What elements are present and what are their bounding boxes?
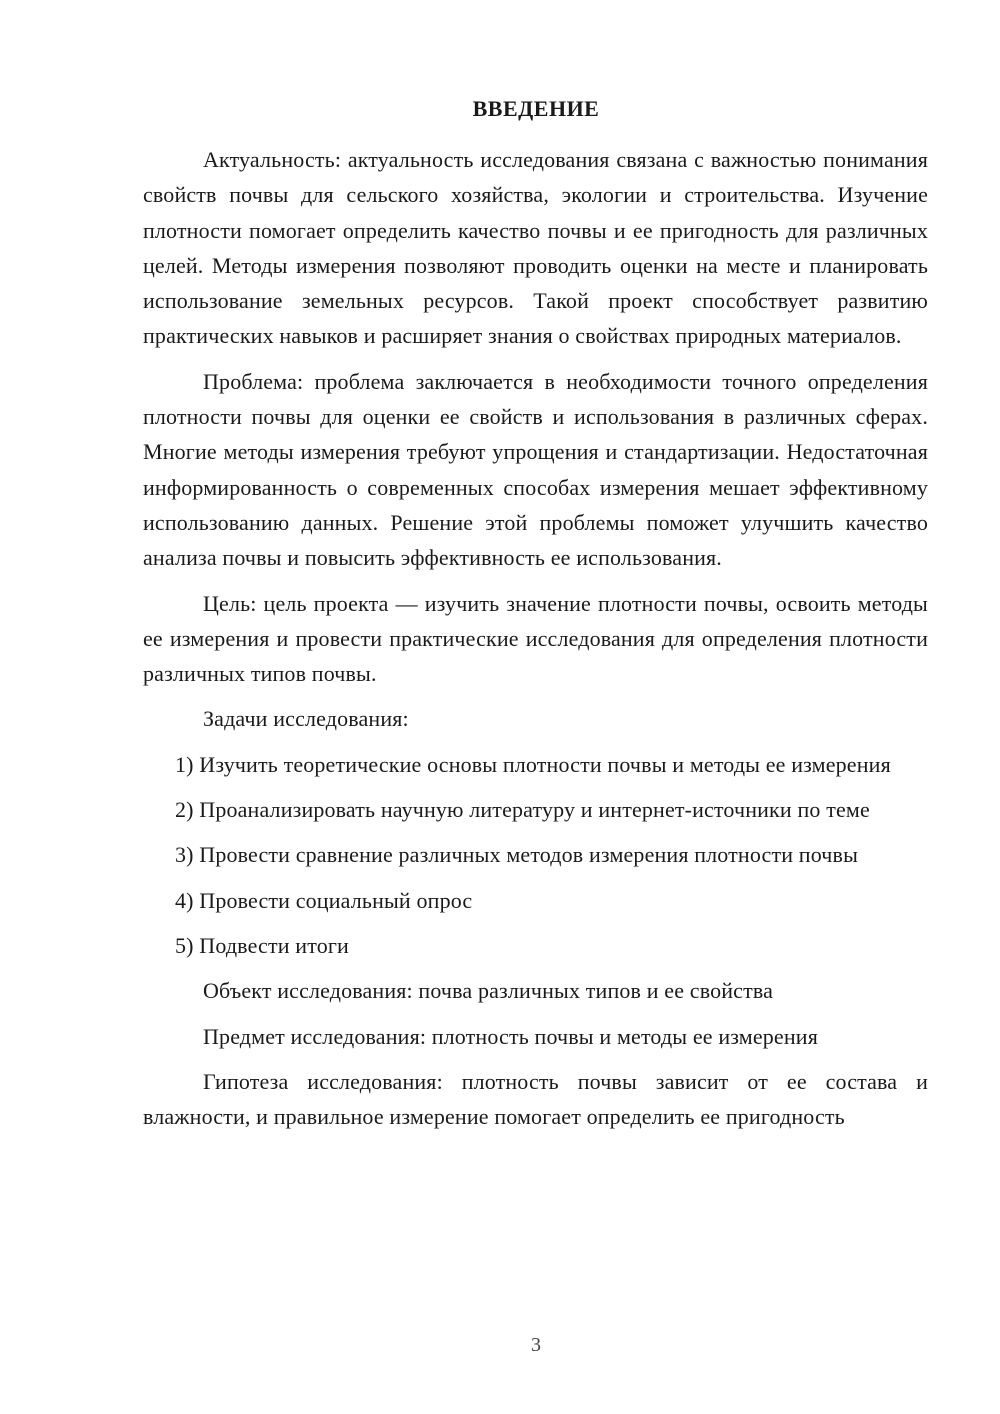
relevance-paragraph: Актуальность: актуальность исследования связана с важностью понимания свойств почвы для сельского хозяйства, экологии и строительства. Изучение плотности помогает определить качество почвы и ее пригодность для различных целей. Методы измерения позволяют проводить оценки на месте и планировать использование земельных ресурсов. Такой проект способствует развитию практических навыков и расширяет знания о свойствах природных материалов. (143, 147, 928, 349)
task-item-2: 2) Проанализировать научную литературу и интернет-источники по теме (175, 797, 870, 823)
section-title: ВВЕДЕНИЕ (472, 96, 600, 121)
page-number: 3 (531, 1334, 541, 1356)
task-item-1: 1) Изучить теоретические основы плотности почвы и методы ее измерения (175, 751, 891, 777)
goal-paragraph: Цель: цель проекта — изучить значение плотности почвы, освоить методы ее измерения и провести практические исследования для определения плотности различных типов почвы. (143, 590, 928, 687)
task-item-4: 4) Провести социальный опрос (175, 887, 473, 913)
hypothesis-paragraph: Гипотеза исследования: плотность почвы зависит от ее состава и влажности, и правильное измерение помогает определить ее пригодность (143, 1068, 928, 1130)
task-item-5: 5) Подвести итоги (175, 932, 349, 958)
task-item-3: 3) Провести сравнение различных методов измерения плотности почвы (175, 842, 858, 868)
document-body (143, 142, 928, 1134)
tasks-heading: Задачи исследования: (203, 706, 409, 732)
research-object-paragraph: Объект исследования: почва различных типов и ее свойства (203, 978, 774, 1004)
research-subject-paragraph: Предмет исследования: плотность почвы и методы ее измерения (203, 1023, 818, 1049)
problem-paragraph: Проблема: проблема заключается в необходимости точного определения плотности почвы для оценки ее свойств и использования в различных сферах. Многие методы измерения требуют упрощения и стандартизации. Недостаточная информированность о современных способах измерения мешает эффективному использованию данных. Решение этой проблемы поможет улучшить качество анализа почвы и повысить эффективность ее использования. (143, 368, 928, 571)
